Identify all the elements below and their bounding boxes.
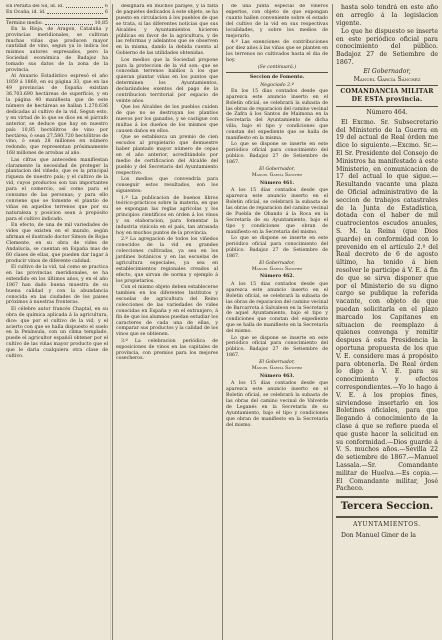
signature-name: Manuel García Sánchez [251,266,303,272]
leader-label: En Ocaña, id. id. [6,9,46,15]
dot-leader [66,4,103,8]
paragraph: El célebre autor francés Chaptal, en su obra de química aplicada á la agricultura, dice: que por el cultivo de la vid, y el acierto con que se halla dispuesto el suelo en la Península, con un clima templado, puede el agricultor españól obtener por el cultivo de las viñas mayor producto que el que le daria cualquiera otra clase de cultivo. [6,306,108,360]
paragraph: En la Rioja, de Aragon, Cataluña y provincias meridionales, se cultivan muchas viñas que producen mayor cantidad de vino, segun ya lo indica los mismos autores espresados, pero la Sociedad económica de Badajoz ha tomado sus datos de la zona de la provincia. [6,26,108,74]
notice-number: Número 461. [259,180,295,186]
paragraph: 4.º Las exenciones de contribuciones por diez años á las viñas que se planten en los terrenos no cultivados hasta el dia de hoy. [226,39,328,63]
signature-title: El Gobernador, [363,67,411,75]
column-4 [332,4,438,640]
paragraph: Lo que se dispone se inserte en este periódico oficial para conocimiento del público. Badajoz 27 de Setiembre de 1867. [226,142,328,166]
column-2 [112,4,218,640]
paragraph: designará en muchos parajes, y la falta de paquetes dedicados á este objeto, se ha puesto en circulacion á los pueblos de que se trata, si las diferentes noticias que sus Alcaldes y Ayuntamientos hicieren públicas en favor de la agricultura, y de las reformas y adelantos que se observen en la misma, dando la debida cuenta al Gobierno de las utilidades obtenidas. [116,4,218,57]
paragraph: de una Junta especial de viñeros expertos, con objeto de que expongan cuanto hallen conveniente sobre el estado del cultivo de la vid en sus respectivas localidades, y sobre los medios de mejorarlo. [226,4,328,39]
paragraph: Lo que se dispone se inserte en este periódico oficial para conocimiento del público. Badajoz 27 de Setiembre de 1867. [226,236,328,259]
paragraph: El Excmo. Sr. Subsecretario del Ministerio de la Guerra en 19 del actual de Real órden me dice lo siguiente.—Excmo. Sr.—El Sr. Presidente del Consejo de Ministros ha manifestado á este Ministerio, en comunicacion de 17 del actual lo que sigue.—Resultando vacante una plaza de Oficial administrativo de la seccion de trabajos catastrales de la Junta de Estadística, dotada con el haber de mil cuatrocientos escudos anuales, S. M. la Reina (que Dios guarde) en conformidad con lo prevenido en el artículo 2.º del Real decreto de 6 de agosto último, ha tenido á bien resolver le participe á V. E. á fin de que se sirva disponer que por el Ministerio de su digno cargo se publique la referida vacante, con objeto de que puedan solicitarla en el plazo marcado los Capitanes en situacion de reemplazo á quienes convenga y remitir despues á esta Presidencia la oportuna propuesta de los que V. E. considere mas á propósito para obtenerla. De Real órden lo digo á V. E. para su conocimiento y efectos correspondientes.—Yo lo hago á V. E. á los propios fines, sirviendose insertarlo en los Boletines oficiales, para que llegando á conocimiento de la clase á que se refiere pueda el que guste hacer la solicitud en su conformidad.—Dios guarde á V. S. muchos años.—Sevilla 22 de setiembre de 1867.—Manuel Lassala.—Sr. Comandante militar de Huelva.—Es copia.—El Comandante militar, José Pacheco. [336,118,438,493]
paragraph: Lo que he dispuesto se inserte en este periódico oficial para conocimiento del público. Badajoz 27 de Setiembre de 1867. [336,27,438,67]
divider [336,106,438,107]
leader-label: En Peralta del Sil, id. id. [6,4,64,9]
paragraph: A los 15 dias contados desde que aparezca este anuncio inserto en el Boletin oficial, se celebrará la subasta de las obras de reparacion del camino vecinal de Barcarrota á Salvaleon en la Secretaría de aquel Ayuntamiento, bajo el tipo y condiciones que constan del expediente que se halla de manifiesto en la Secretaría del mismo. [226,281,328,335]
leader-value: 6 [105,4,108,9]
signature-title: El Gobernador, [259,167,295,173]
subsection-heading: Negociado 2.º [260,82,294,88]
paragraph: Lo que se dispone se inserte en este periódico oficial para conocimiento del público. Badajoz 27 de Setiembre de 1867. [226,335,328,359]
paragraph: En los 15 dias contados desde que aparezca este anuncio inserto en el Boletin oficial, se celebrará la subasta de las obras de reparacion del camino vecinal de Zafra á los Santos de Maimona en la Secretaría del Ayuntamiento de dicha villa, bajo el tipo y condiciones que constan del expediente que se halla de manifiesto en la misma. [226,88,328,142]
double-divider [336,496,438,498]
paragraph: hasta solo tendrá en este año en arreglo á la legislacion vigente. [336,4,438,27]
paragraph: Al Anuario Estadístico espresó el año 1859 á 1860, en su página 33, que en las 49 provincias de España existian 36.703.690 hectáreas de superficie, y en la página 40 manifiesta que de este número de hectáreas se hallan 1.270.636 dedicadas al cultivo de la vid. Segun esto, y en virtud de lo que se dice en el párrafo anterior, se deduce que hay en nuestro país 10,85 hectólitros de vino por hectárea, ó sean 27,580.720 hectólitros de vino, ó sean 28 millones en número redondo, que representan próximamente 168 millones de arrobas al año. [6,74,108,157]
subsection-heading: AYUNTAMIENTOS. [353,521,421,529]
signature-name: Manuel García Sánchez [353,75,421,83]
paragraph: Los medios que convendría para conseguir estos resultados, son los siguientes: [116,177,218,195]
signature-name: Manuel García Sánchez [251,172,303,178]
continuation-note: (Se continuará.) [257,64,297,70]
paragraph: A los 15 dias contados desde que aparezca este anuncio inserto en el Boletin oficial, se celebrará la subasta de las obras de reparacion del camino vecinal de Puebla de Obando á la Roca en la Secretaría de su Ayuntamiento, bajo el tipo y condiciones que obran de manifiesto en la Secretaría del mismo. [226,188,328,235]
total-value: 10,85 [94,20,108,26]
column-1 [6,4,108,640]
section-heading: COMANDANCIA MILITAR DE ESTA provincia. [340,88,434,104]
paragraph: Con el mismo objeto deben establecerse tambien en los diferentes Institutos y escuelas de agricultura del Reino colecciones de las variedades de vides conocidas en España y en el extranjero, á fin de que los alumnos puedan estudiar los caracteres de cada una de ellas, y comparar sus productos y la calidad de los vinos que se obtienen. [116,285,218,338]
leader-value: 6 [105,9,108,15]
paragraph: 2.º La agregacion de todos los viñedos conocidos de la vid en grandes colecciones cultivadas, ya sea en los jardines botánicos y en las escuelas de agricultura especiales, ya sea en establecimientos regionales creados al efecto, que sirvan de norma y ejemplo á los propietarios. [116,237,218,284]
paragraph: 1.º La publicacion de buenos libros teórico-prácticos sobre la materia, en que se expongan las reglas agrícolas y los principios científicos en órden á los vinos y su elaboracion, para fomentar la industria vinícola en el país, tan atrasada hoy en muchos puntos de la provincia. [116,195,218,236]
column-3 [222,4,328,640]
divider [226,72,328,73]
paragraph: Que los Alcaldes de los pueblos cuiden de que no se destruyan los plantíos nuevos por los ganados, y se castigue con multas á los dueños de los mismos que causen daños en ellos. [116,105,218,135]
section-title: Tercera Seccion. [340,501,434,513]
paragraph: A los 15 dias contados desde que aparezca este anuncio inserto en el Boletin oficial, se celebrará la subasta de las obras del camino vecinal de Valverde de Leganés en la Secretaría de su Ayuntamiento, bajo el tipo y condiciones que obran de manifiesto en la Secretaría del mismo. [226,381,328,428]
signature-title: El Gobernador, [259,360,295,366]
section-heading: Seccion de Fomento. [249,75,305,81]
divider [6,18,108,19]
double-divider [336,516,438,518]
notice-number: Número 462. [259,274,295,280]
paragraph: Las cifras que anteceden manifiestan claramente la necesidad de proteger la plantacion del viñedo, que es la principal riqueza de nuestro país; y el cultivo de la vid, cuyos productos son tan importantes para el comercio, así como para el consumo de las personas; y para ello conviene que se fomente el plantío de viñas en aquellos terrenos que por su naturaleza y posicion sean á propósito para el cultivo indicado. [6,157,108,222]
leader-row [6,10,108,16]
paragraph: 3.º La celebracion periódica de exposiciones de vinos en las capitales de provincia, con premios para los mejores cosecheros. [116,338,218,362]
notice-number: Número 464. [366,109,408,117]
divider [336,85,438,86]
dot-leader [45,21,93,25]
signature-name: Manuel García Sánchez [251,366,303,372]
paragraph: En efecto, de una de mil variedades de vides que existen en el mundo, según afirman el ilustrado doctor Simon de Rojas Clemente, en su obra de vides de Andalucía, se cuentan en España mas de 60 clases de ellas, que pueden dar lugar á producir vinos de diferente calidad. [6,223,108,264]
paragraph: Los medios que la Sociedad propone para la proteccion de la vid son: que se concedan terrenos baldíos á los que quieran plantar viñas en los puntos que determinen los Ayuntamientos, declarándoles exentos del pago de la contribucion territorial por espacio de veinte años. [116,57,218,104]
paragraph: Que se establezca un premio de cien escudos al propietario que demuestre haber plantado mayor número de cepas en el año anterior, acreditándolo por medio de certificacion del Alcalde del pueblo y del Secretario del Ayuntamiento respectivo. [116,135,218,176]
paragraph: El cultivo de la vid, tal como se practica en las provincias meridionales, se ha extendido en los últimos años, y en el año 1867 han dado buena muestra de su buena calidad y con la abundancia conocida en las ciudades de los paises próximos á nuestras fronteras. [6,264,108,306]
paragraph: Don Manuel Giner de la [341,531,416,539]
dot-leader [47,10,103,14]
column-fold-mark [110,0,111,640]
signature-title: El Gobernador, [259,260,295,266]
notice-number: Número 463. [259,373,295,379]
total-label: Termino medio. [6,20,44,26]
